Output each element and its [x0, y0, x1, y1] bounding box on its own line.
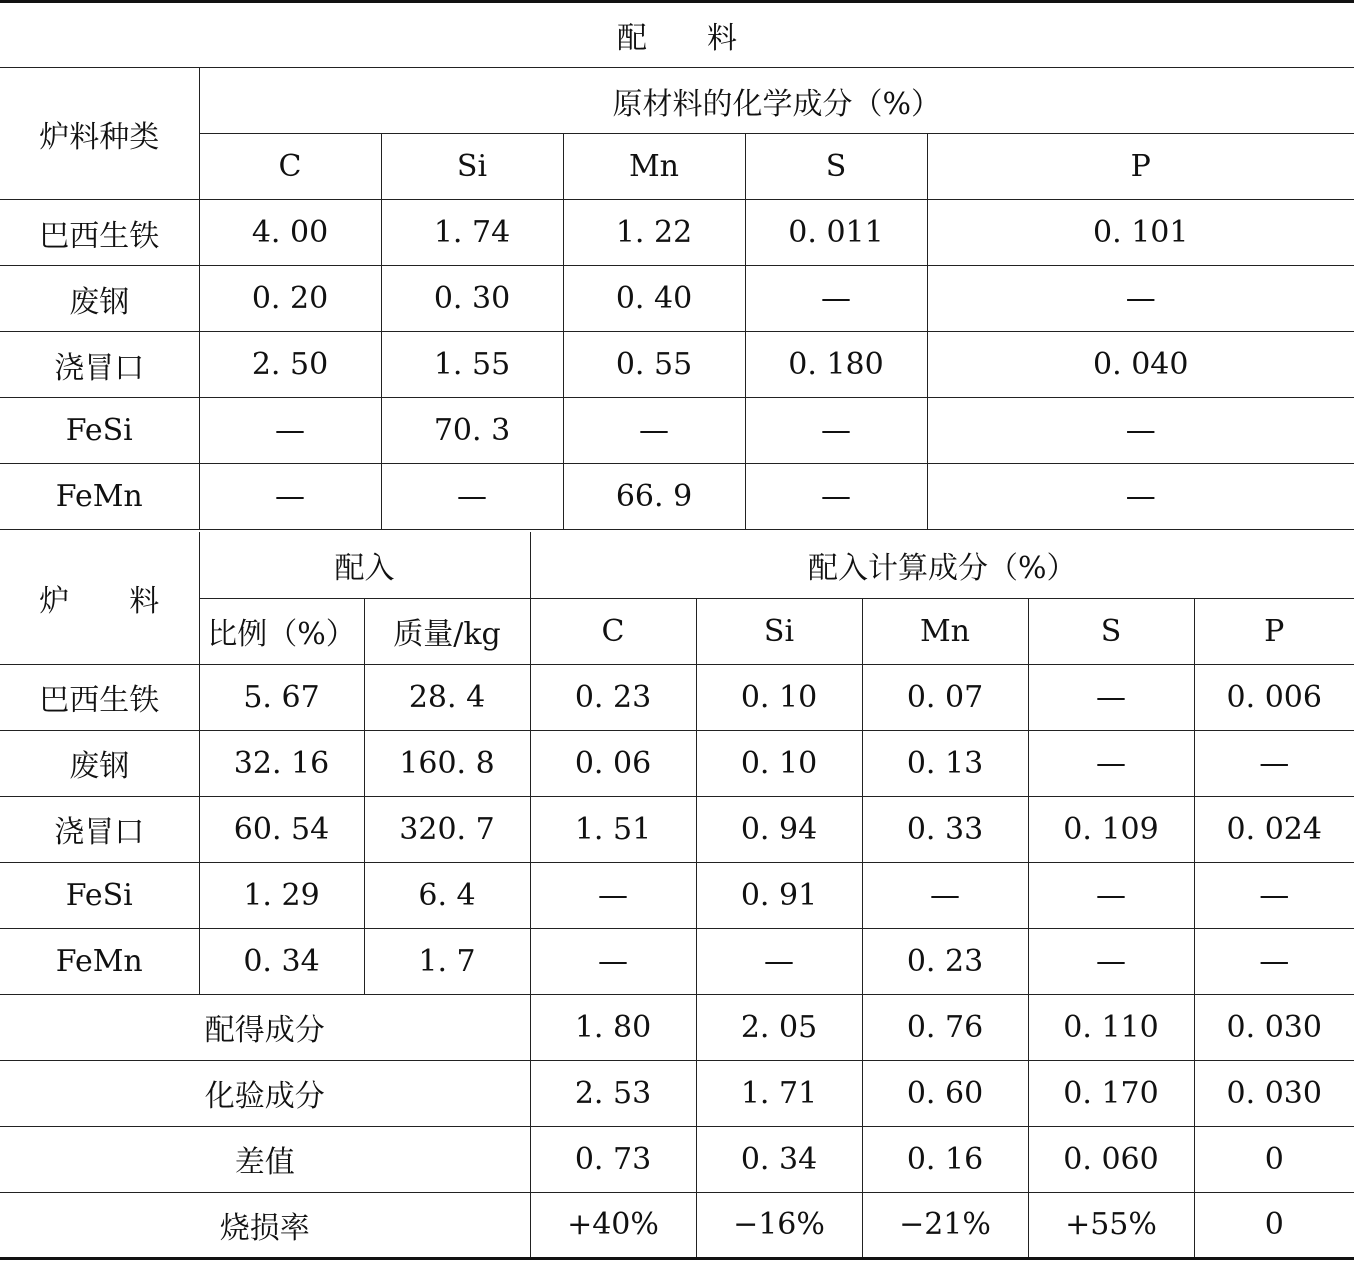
- cell: 0. 13: [862, 730, 1028, 796]
- cell: 2. 05: [696, 994, 862, 1060]
- table-row: [0, 398, 1354, 464]
- cell: —: [927, 266, 1354, 332]
- cell: 0. 180: [745, 332, 927, 398]
- row-label: 废钢: [0, 266, 199, 332]
- cell: 0. 07: [862, 664, 1028, 730]
- cell: 0. 011: [745, 200, 927, 266]
- cell: 0. 55: [563, 332, 745, 398]
- cell: —: [862, 862, 1028, 928]
- cell: 0. 110: [1028, 994, 1194, 1060]
- mix-row-header: 炉 料: [0, 532, 199, 664]
- raw-material-table: [0, 0, 1354, 530]
- raw-col-c: C: [199, 134, 381, 200]
- cell: —: [1194, 862, 1354, 928]
- cell: 0. 006: [1194, 664, 1354, 730]
- summary-label: 差值: [0, 1126, 530, 1192]
- mix-col-c: C: [530, 598, 696, 664]
- cell: 5. 67: [199, 664, 364, 730]
- cell: 0. 16: [862, 1126, 1028, 1192]
- cell: 0. 30: [381, 266, 563, 332]
- table-row: [0, 464, 1354, 530]
- mix-col-s: S: [1028, 598, 1194, 664]
- cell: —: [530, 928, 696, 994]
- cell: −21%: [862, 1192, 1028, 1258]
- summary-row: [0, 1192, 1354, 1258]
- cell: 0. 024: [1194, 796, 1354, 862]
- table-row: [0, 928, 1354, 994]
- cell: 0. 20: [199, 266, 381, 332]
- cell: 0. 10: [696, 664, 862, 730]
- row-label: FeSi: [0, 398, 199, 464]
- cell: —: [199, 398, 381, 464]
- cell: 1. 80: [530, 994, 696, 1060]
- table-row: [0, 862, 1354, 928]
- cell: 1. 22: [563, 200, 745, 266]
- summary-label: 配得成分: [0, 994, 530, 1060]
- cell: 1. 51: [530, 796, 696, 862]
- summary-row: [0, 1060, 1354, 1126]
- table-row: [0, 796, 1354, 862]
- cell: 0. 23: [530, 664, 696, 730]
- cell: —: [745, 398, 927, 464]
- raw-row-header: 炉料种类: [0, 68, 199, 200]
- table-row: [0, 664, 1354, 730]
- cell: 0. 23: [862, 928, 1028, 994]
- cell: —: [1028, 928, 1194, 994]
- cell: 0: [1194, 1192, 1354, 1258]
- cell: —: [927, 398, 1354, 464]
- cell: −16%: [696, 1192, 862, 1258]
- row-label: FeMn: [0, 928, 199, 994]
- cell: 66. 9: [563, 464, 745, 530]
- cell: 0. 73: [530, 1126, 696, 1192]
- mix-group-add: 配入: [199, 532, 530, 598]
- row-label: 巴西生铁: [0, 664, 199, 730]
- summary-row: [0, 1126, 1354, 1192]
- cell: 1. 55: [381, 332, 563, 398]
- cell: 0. 94: [696, 796, 862, 862]
- mix-col-si: Si: [696, 598, 862, 664]
- row-label: 浇冒口: [0, 796, 199, 862]
- cell: 1. 7: [364, 928, 530, 994]
- cell: —: [927, 464, 1354, 530]
- cell: 32. 16: [199, 730, 364, 796]
- cell: 0. 40: [563, 266, 745, 332]
- cell: —: [1028, 664, 1194, 730]
- cell: —: [1194, 730, 1354, 796]
- cell: 1. 74: [381, 200, 563, 266]
- cell: 0. 101: [927, 200, 1354, 266]
- cell: —: [1028, 862, 1194, 928]
- cell: 0. 030: [1194, 994, 1354, 1060]
- cell: 70. 3: [381, 398, 563, 464]
- table-row: [0, 266, 1354, 332]
- cell: 0. 34: [199, 928, 364, 994]
- raw-col-p: P: [927, 134, 1354, 200]
- cell: 0. 030: [1194, 1060, 1354, 1126]
- cell: +40%: [530, 1192, 696, 1258]
- raw-col-s: S: [745, 134, 927, 200]
- cell: —: [1028, 730, 1194, 796]
- table-row: [0, 332, 1354, 398]
- cell: —: [199, 464, 381, 530]
- cell: —: [696, 928, 862, 994]
- cell: 0. 91: [696, 862, 862, 928]
- summary-label: 化验成分: [0, 1060, 530, 1126]
- cell: —: [1194, 928, 1354, 994]
- cell: 6. 4: [364, 862, 530, 928]
- cell: 0. 109: [1028, 796, 1194, 862]
- cell: 1. 29: [199, 862, 364, 928]
- row-label: FeSi: [0, 862, 199, 928]
- cell: —: [381, 464, 563, 530]
- cell: 0. 040: [927, 332, 1354, 398]
- raw-group-header: 原材料的化学成分（%）: [199, 68, 1354, 134]
- cell: 160. 8: [364, 730, 530, 796]
- mix-col-ratio: 比例（%）: [199, 598, 364, 664]
- summary-label: 烧损率: [0, 1192, 530, 1258]
- cell: 0. 06: [530, 730, 696, 796]
- cell: 2. 50: [199, 332, 381, 398]
- cell: 4. 00: [199, 200, 381, 266]
- cell: —: [745, 266, 927, 332]
- cell: —: [745, 464, 927, 530]
- row-label: 巴西生铁: [0, 200, 199, 266]
- table-row: [0, 200, 1354, 266]
- table-row: [0, 730, 1354, 796]
- cell: 0. 33: [862, 796, 1028, 862]
- cell: 0. 170: [1028, 1060, 1194, 1126]
- summary-row: [0, 994, 1354, 1060]
- mix-group-calc: 配入计算成分（%）: [530, 532, 1354, 598]
- row-label: 浇冒口: [0, 332, 199, 398]
- row-label: FeMn: [0, 464, 199, 530]
- cell: +55%: [1028, 1192, 1194, 1258]
- cell: 0. 34: [696, 1126, 862, 1192]
- cell: 0: [1194, 1126, 1354, 1192]
- mix-col-mass: 质量/kg: [364, 598, 530, 664]
- raw-col-si: Si: [381, 134, 563, 200]
- mix-table: [0, 532, 1354, 1260]
- mix-col-mn: Mn: [862, 598, 1028, 664]
- cell: 320. 7: [364, 796, 530, 862]
- cell: 0. 76: [862, 994, 1028, 1060]
- cell: 0. 60: [862, 1060, 1028, 1126]
- mix-col-p: P: [1194, 598, 1354, 664]
- cell: 60. 54: [199, 796, 364, 862]
- cell: 1. 71: [696, 1060, 862, 1126]
- cell: 28. 4: [364, 664, 530, 730]
- cell: —: [530, 862, 696, 928]
- table-title: 配 料: [0, 2, 1354, 68]
- cell: 0. 060: [1028, 1126, 1194, 1192]
- raw-col-mn: Mn: [563, 134, 745, 200]
- cell: 0. 10: [696, 730, 862, 796]
- cell: 2. 53: [530, 1060, 696, 1126]
- row-label: 废钢: [0, 730, 199, 796]
- cell: —: [563, 398, 745, 464]
